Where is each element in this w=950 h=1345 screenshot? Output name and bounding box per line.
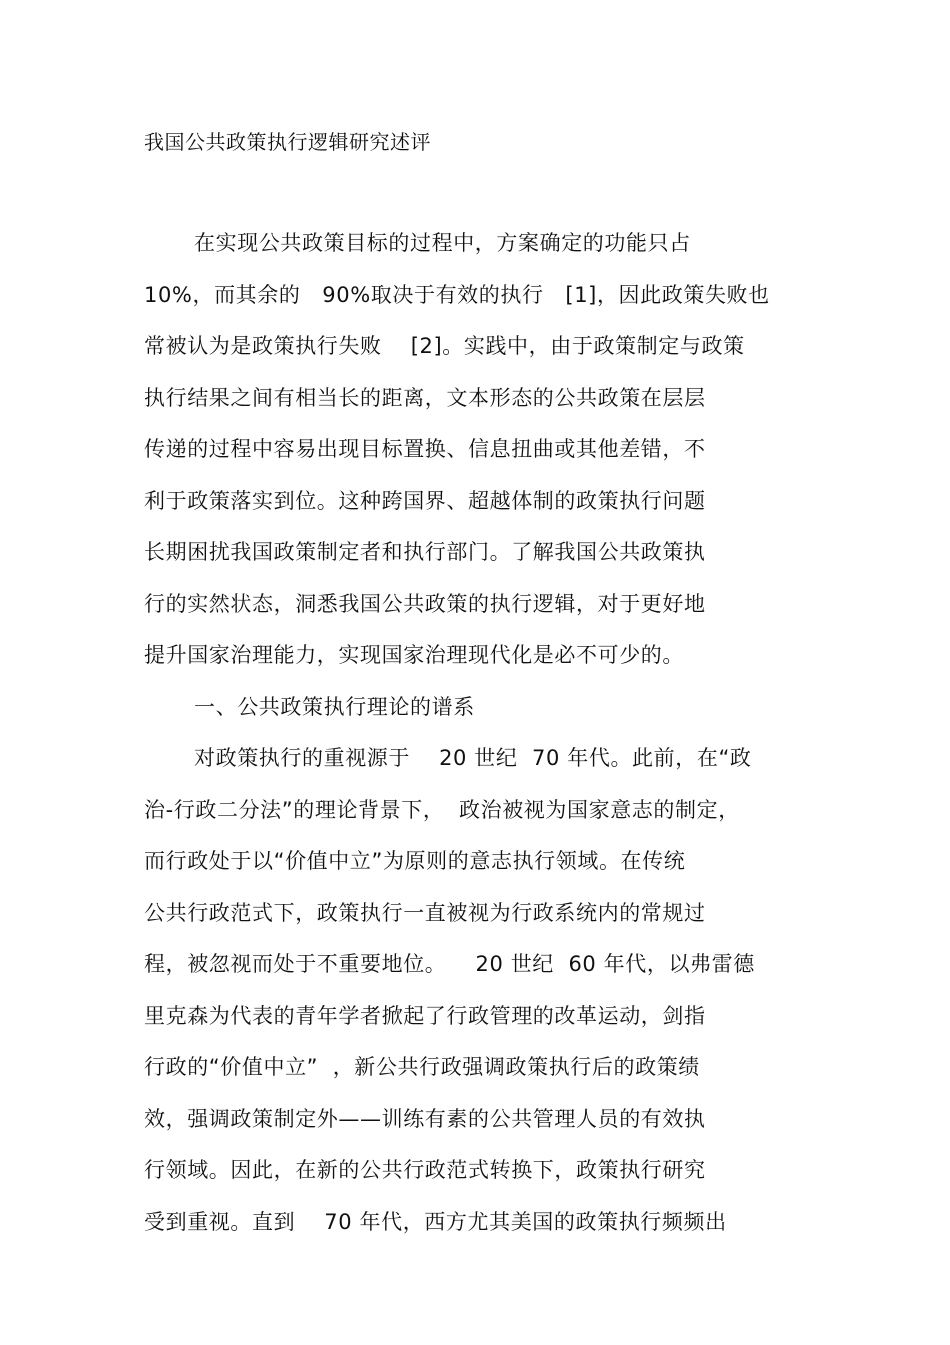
paragraph-line: 对政策执行的重视源于 20 世纪 70 年代。此前，在“政 — [194, 746, 752, 770]
paragraph-line: 效，强调政策制定外——训练有素的公共管理人员的有效执 — [144, 1106, 706, 1131]
paragraph-line: 行领域。因此，在新的公共行政范式转换下，政策执行研究 — [144, 1158, 706, 1182]
paragraph-line: 受到重视。直到 70 年代，西方尤其美国的政策执行频频出 — [144, 1209, 727, 1234]
paragraph-line: 利于政策落实到位。这种跨国界、超越体制的政策执行问题 — [144, 488, 706, 513]
paragraph-line: 在实现公共政策目标的过程中，方案确定的功能只占 — [194, 231, 691, 255]
paragraph-line: 提升国家治理能力，实现国家治理现代化是必不可少的。 — [144, 643, 684, 667]
paragraph-line: 常被认为是政策执行失败 [2]。实践中，由于政策制定与政策 — [144, 334, 745, 358]
paragraph-line: 治-行政二分法”的理论背景下， 政治被视为国家意志的制定， — [144, 797, 740, 822]
paragraph-line: 10%，而其余的 90%取决于有效的执行 [1]，因此政策失败也 — [144, 282, 770, 307]
paragraph-line: 公共行政范式下，政策执行一直被视为行政系统内的常规过 — [144, 900, 706, 925]
paragraph-line: 里克森为代表的青年学者掀起了行政管理的改革运动，剑指 — [144, 1003, 706, 1028]
document-title: 我国公共政策执行逻辑研究述评 — [144, 130, 431, 154]
paragraph-line: 执行结果之间有相当长的距离，文本形态的公共政策在层层 — [144, 385, 706, 410]
paragraph-line: 传递的过程中容易出现目标置换、信息扭曲或其他差错，不 — [144, 437, 706, 461]
paragraph-line: 长期困扰我国政策制定者和执行部门。了解我国公共政策执 — [144, 540, 706, 564]
document-body — [144, 228, 824, 1258]
paragraph-line: 行政的“价值中立” ，新公共行政强调政策执行后的政策绩 — [144, 1055, 700, 1079]
section-heading: 一、公共政策执行理论的谱系 — [194, 694, 475, 719]
paragraph-line: 而行政处于以“价值中立”为原则的意志执行领域。在传统 — [144, 849, 686, 873]
paragraph-line: 程，被忽视而处于不重要地位。 20 世纪 60 年代，以弗雷德 — [144, 952, 755, 976]
paragraph-line: 行的实然状态，洞悉我国公共政策的执行逻辑，对于更好地 — [144, 591, 706, 616]
